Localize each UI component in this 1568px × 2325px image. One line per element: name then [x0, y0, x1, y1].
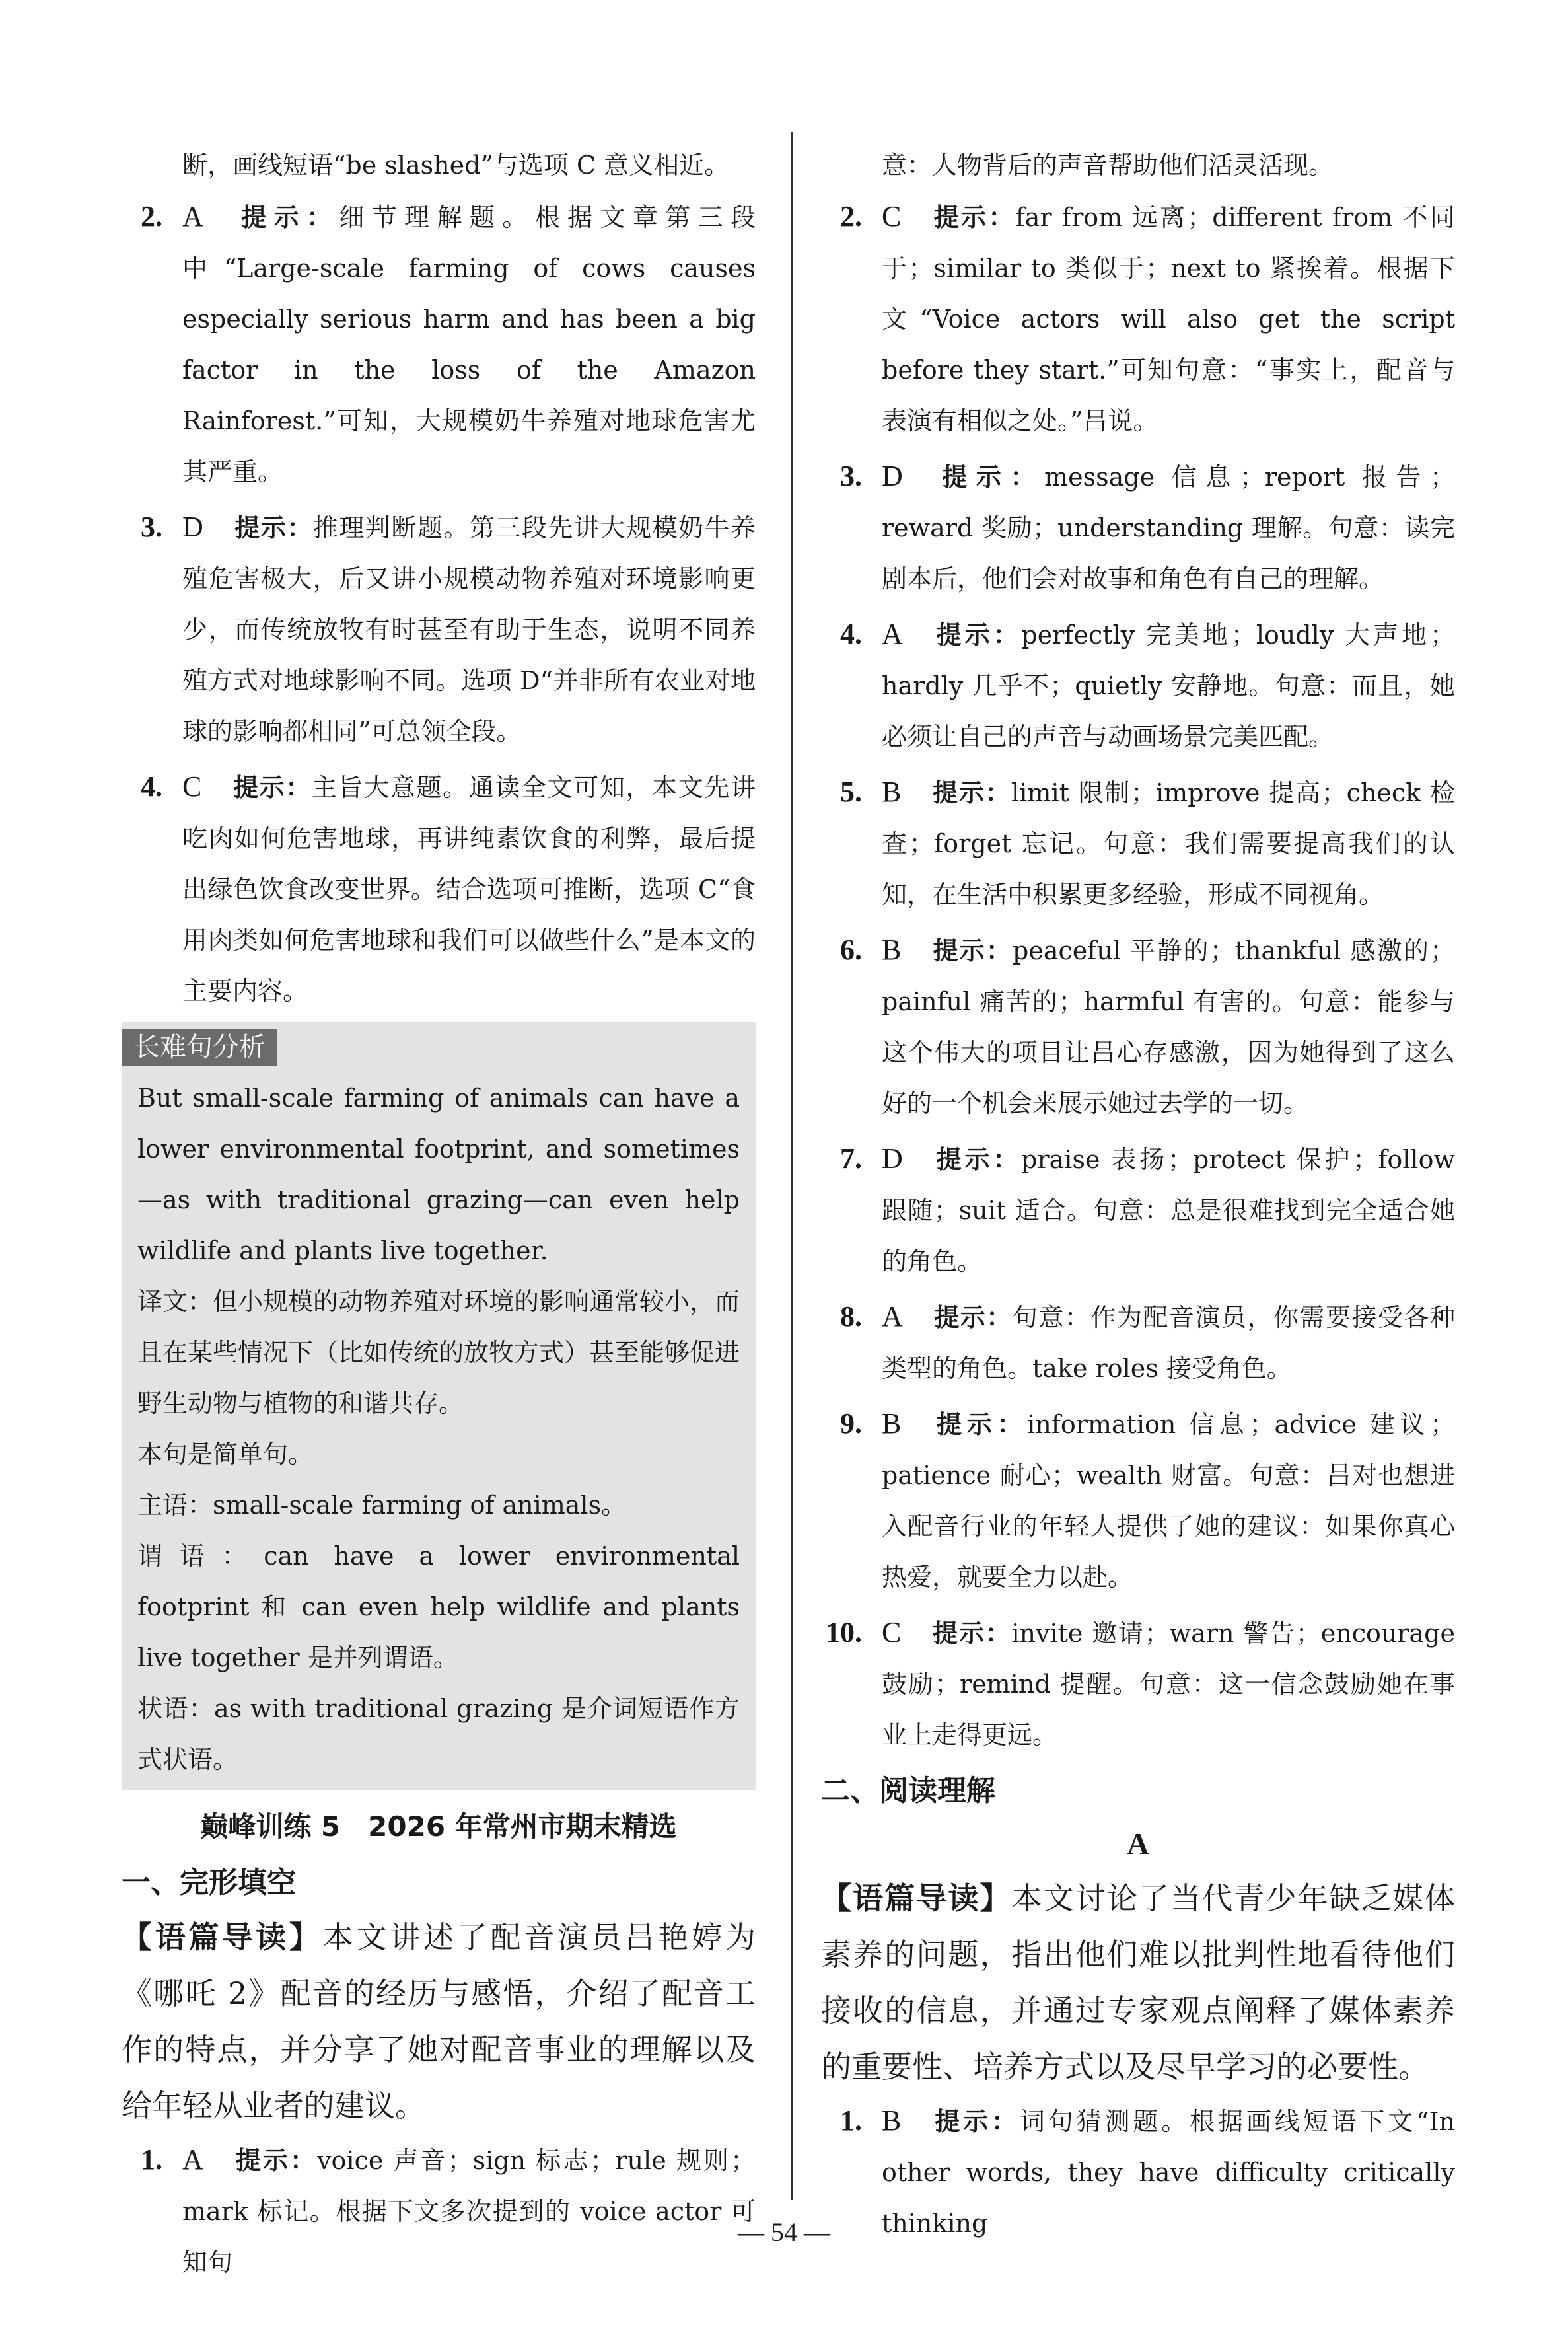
box-line: 译文：但小规模的动物养殖对环境的影响通常较小，而且在某些情况下（比如传统的放牧方式）甚至能够促进野生动物与植物的和谐共存。: [137, 1287, 740, 1418]
answer-number: 10.: [826, 1616, 862, 1648]
hint-label: 提示：: [931, 2107, 1020, 2136]
hint-label: 提示：: [233, 513, 313, 542]
hint-label: 提示：: [933, 462, 1045, 492]
explanation-text: invite 邀请；warn 警告；encourage 鼓励；remind 提醒。句意：这一信念鼓励她在事业上走得更远。: [882, 1619, 1455, 1750]
explanation-text: 细节理解题。根据文章第三段中“Large-scale farming of cows causes especially serious harm and has been a big factor in the loss of the Amazon Rainforest.”可知，大规模奶牛养殖对地球危害尤其严重。: [182, 203, 756, 486]
column-divider: [791, 132, 793, 2200]
answer-item: [821, 1398, 1455, 1603]
explanation-text: voice 声音；sign 标志；rule 规则；mark 标记。根据下文多次提到的 voice actor 可知句: [182, 2146, 756, 2277]
answer-item: [821, 1607, 1455, 1761]
explanation-text: perfectly 完美地；loudly 大声地；hardly 几乎不；quietly 安静地。句意：而且，她必须让自己的声音与动画场景完美匹配。: [882, 620, 1455, 751]
passage-guide: [122, 1909, 756, 2134]
answer-letter: D: [882, 1142, 903, 1175]
answer-letter: C: [182, 770, 202, 803]
answer-item: [122, 191, 756, 498]
hint-label: 提示：: [232, 773, 312, 802]
hint-label: 提示：: [931, 1619, 1012, 1648]
box-line: 状语：as with traditional grazing 是介词短语作方式状语。: [137, 1694, 740, 1774]
answer-number: 2.: [141, 200, 162, 233]
explanation-text: peaceful 平静的；thankful 感激的；painful 痛苦的；harmful 有害的。句意：能参与这个伟大的项目让吕心存感激，因为她得到了这么好的一个机会来展示她过去学的一切。: [882, 936, 1455, 1118]
answer-number: 1.: [141, 2143, 162, 2176]
answer-number: 4.: [141, 770, 162, 803]
guide-tag: 【语篇导读】: [821, 1880, 1012, 1916]
answer-letter: B: [882, 2104, 902, 2137]
answer-number: 7.: [840, 1142, 862, 1175]
hint-label: 提示：: [933, 620, 1022, 649]
section-heading: 二、阅读理解: [821, 1774, 995, 1808]
hint-label: 提示：: [233, 203, 339, 232]
box-line: But small-scale farming of animals can have a lower environmental footprint, and sometimes—as with traditional grazing—can even help wildlife and plants live together.: [137, 1084, 740, 1265]
right-column: [821, 140, 1455, 2253]
answer-number: 8.: [840, 1300, 862, 1333]
box-line: 本句是简单句。: [137, 1440, 314, 1469]
guide-text: 本文讲述了配音演员吕艳婷为《哪吒 2》配音的经历与感悟，介绍了配音工作的特点，并分享了她对配音事业的理解以及给年轻从业者的建议。: [122, 1919, 756, 2123]
answer-number: 3.: [840, 460, 862, 492]
answer-item: [122, 2134, 756, 2288]
answer-number: 5.: [840, 776, 862, 808]
answer-item: [122, 501, 756, 757]
answer-number: 4.: [840, 618, 862, 650]
continued-text: 断，画线短语“be slashed”与选项 C 意义相近。: [182, 151, 730, 180]
box-tag: 长难句分析: [122, 1029, 277, 1066]
explanation-text: 推理判断题。第三段先讲大规模奶牛养殖危害极大，后又讲小规模动物养殖对环境影响更少，而传统放牧有时甚至有助于生态，说明不同养殖方式对地球影响不同。选项 D“并非所有农业对地球的影响都相同”可总领全段。: [182, 513, 756, 746]
answer-number: 1.: [840, 2104, 862, 2137]
answer-number: 9.: [840, 1407, 862, 1440]
hint-label: 提示：: [931, 203, 1016, 232]
explanation-text: praise 表扬；protect 保护；follow 跟随；suit 适合。句意：总是很难找到完全适合她的角色。: [882, 1145, 1455, 1276]
hint-label: 提示：: [233, 2146, 318, 2175]
left-column: [122, 140, 756, 2292]
answer-letter: A: [182, 2143, 203, 2176]
answer-letter: D: [882, 460, 903, 492]
exercise-title: 巅峰训练 5 2026 年常州市期末精选: [200, 1810, 677, 1843]
explanation-text: 句意：作为配音演员，你需要接受各种类型的角色。take roles 接受角色。: [882, 1303, 1455, 1383]
hint-label: 提示：: [931, 936, 1013, 965]
answer-item: [821, 451, 1455, 605]
answer-item: [821, 191, 1455, 447]
answer-letter: C: [882, 200, 902, 233]
answer-number: 6.: [840, 934, 862, 966]
guide-tag: 【语篇导读】: [122, 1919, 323, 1955]
answer-item: [821, 1133, 1455, 1287]
explanation-text: 主旨大意题。通读全文可知，本文先讲吃肉如何危害地球，再讲纯素饮食的利弊，最后提出绿色饮食改变世界。结合选项可推断，选项 C“食用肉类如何危害地球和我们可以做些什么”是本文的主要内容。: [182, 773, 756, 1006]
passage-label: A: [1127, 1827, 1149, 1861]
hint-label: 提示：: [933, 1303, 1013, 1332]
answer-item: [821, 609, 1455, 762]
hint-label: 提示：: [933, 1145, 1022, 1174]
explanation-text: limit 限制；improve 提高；check 检查；forget 忘记。句意：我们需要提高我们的认知，在生活中积累更多经验，形成不同视角。: [882, 778, 1455, 909]
explanation-text: far from 远离；different from 不同于；similar to 类似于；next to 紧挨着。根据下文“Voice actors will also get the script before they start.”可知句意：“事实上，配音与表演有相似之处。”吕说。: [882, 203, 1455, 435]
answer-item: [122, 761, 756, 1017]
passage-guide: [821, 1870, 1455, 2095]
answer-item: [821, 1291, 1455, 1394]
box-line: 主语：small-scale farming of animals。: [137, 1491, 627, 1520]
guide-text: 本文讨论了当代青少年缺乏媒体素养的问题，指出他们难以批判性地看待他们接收的信息，并通过专家观点阐释了媒体素养的重要性、培养方式以及尽早学习的必要性。: [821, 1880, 1456, 2085]
answer-letter: A: [182, 200, 203, 233]
answer-letter: A: [882, 618, 903, 650]
answer-number: 2.: [840, 200, 862, 233]
page-number: — 54 —: [738, 2217, 830, 2247]
answer-letter: B: [882, 1407, 902, 1440]
answer-item: [821, 766, 1455, 920]
explanation-text: 词句猜测题。根据画线短语下文“In other words, they have difficulty critically thinking: [882, 2107, 1455, 2238]
section-heading: 一、完形填空: [122, 1866, 296, 1900]
box-line: 谓语：can have a lower environmental footprint 和 can even help wildlife and plants live together 是并列谓语。: [137, 1541, 740, 1672]
answer-number: 3.: [141, 511, 162, 543]
continued-text: 意：人物背后的声音帮助他们活灵活现。: [882, 151, 1334, 180]
explanation-text: message 信息；report 报告；reward 奖励；understanding 理解。句意：读完剧本后，他们会对故事和角色有自己的理解。: [882, 462, 1455, 593]
answer-letter: A: [882, 1300, 903, 1333]
answer-letter: B: [882, 776, 902, 808]
explanation-text: information 信息；advice 建议；patience 耐心；wealth 财富。句意：吕对也想进入配音行业的年轻人提供了她的建议：如果你真心热爱，就要全力以赴。: [882, 1410, 1455, 1592]
answer-item: [821, 924, 1455, 1129]
hint-label: 提示：: [931, 1410, 1028, 1439]
answer-letter: C: [882, 1616, 902, 1648]
difficult-sentence-box: [122, 1022, 756, 1790]
answer-letter: D: [182, 511, 203, 543]
answer-letter: B: [882, 934, 902, 966]
hint-label: 提示：: [931, 778, 1012, 807]
